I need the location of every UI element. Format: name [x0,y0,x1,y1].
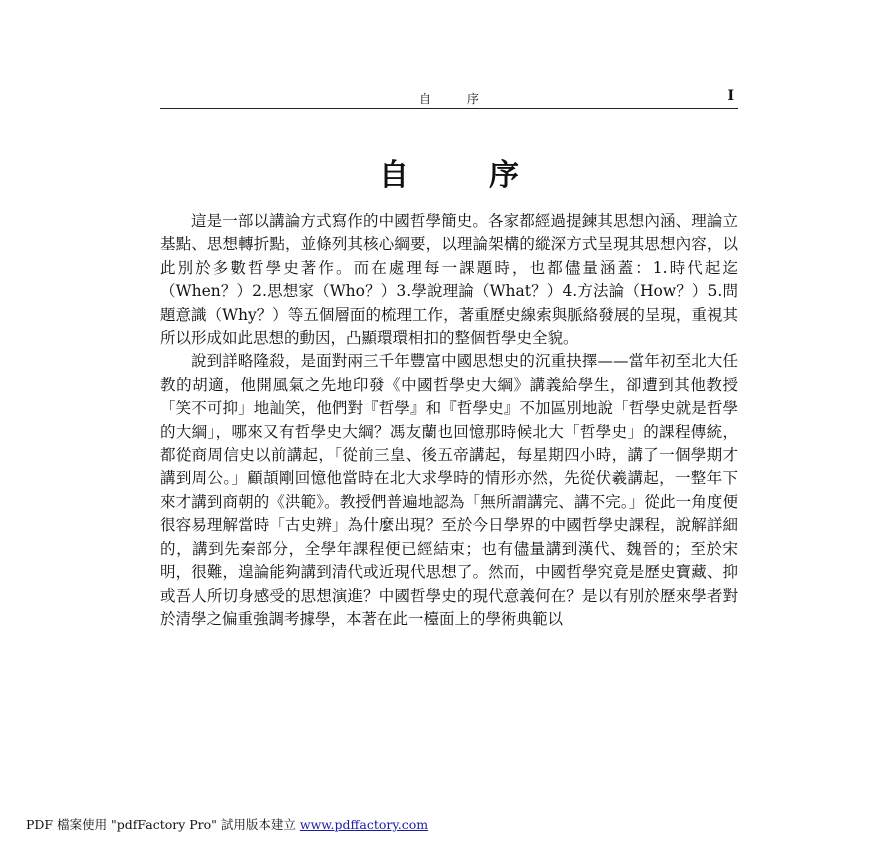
paragraph-1: 這是一部以講論方式寫作的中國哲學簡史。各家都經過提鍊其思想內涵、理論立基點、思想轉折點，並條列其核心綱要，以理論架構的縱深方式呈現其思想內容，以此別於多數哲學史著作。而在處理每一課題時，也都儘量涵蓋：1.時代起迄（When？）2.思想家（Who？）3.學說理論（What？）4.方法論（How？）5.問題意識（Why？）等五個層面的梳理工作，著重歷史線索與脈絡發展的呈現，重視其所以形成如此思想的動因，凸顯環環相扣的整個哲學史全貌。 [160,212,738,348]
chapter-title: 自序 [379,158,599,193]
running-header [160,88,738,108]
page-number: I [727,88,734,104]
running-title: 自序 [418,92,515,106]
footer-link[interactable]: www.pdffactory.com [299,817,429,832]
body-text [160,210,738,631]
paragraph-2: 說到詳略隆殺，是面對兩三千年豐富中國思想史的沉重抉擇——當年初至北大任教的胡適，他開風氣之先地印發《中國哲學史大綱》講義給學生，卻遭到其他教授「笑不可抑」地訕笑，他們對『哲學』和『哲學史』不加區別地說「哲學史就是哲學的大綱」，哪來又有哲學史大綱？馮友蘭也回憶那時候北大「哲學史」的課程傳統，都從商周信史以前講起，「從前三皇、後五帝講起，每星期四小時，講了一個學期才講到周公。」顧頡剛回憶他當時在北大求學時的情形亦然，先從伏羲講起，一整年下來才講到商朝的《洪範》。教授們普遍地認為「無所謂講完、講不完。」從此一角度便很容易理解當時「古史辨」為什麼出現？至於今日學界的中國哲學史課程，說解詳細的，講到先秦部分，全學年課程便已經結束；也有儘量講到漢代、魏晉的；至於宋明，很難，遑論能夠講到清代或近現代思想了。然而，中國哲學究竟是歷史寶藏、抑或吾人所切身感受的思想演進？中國哲學史的現代意義何在？是以有別於歷來學者對於清學之偏重強調考據學，本著在此一檯面上的學術典範以 [160,352,738,628]
footer-text: PDF 檔案使用 "pdfFactory Pro" 試用版本建立 [26,817,300,832]
header-rule [160,108,738,109]
pdf-footer [26,815,428,833]
